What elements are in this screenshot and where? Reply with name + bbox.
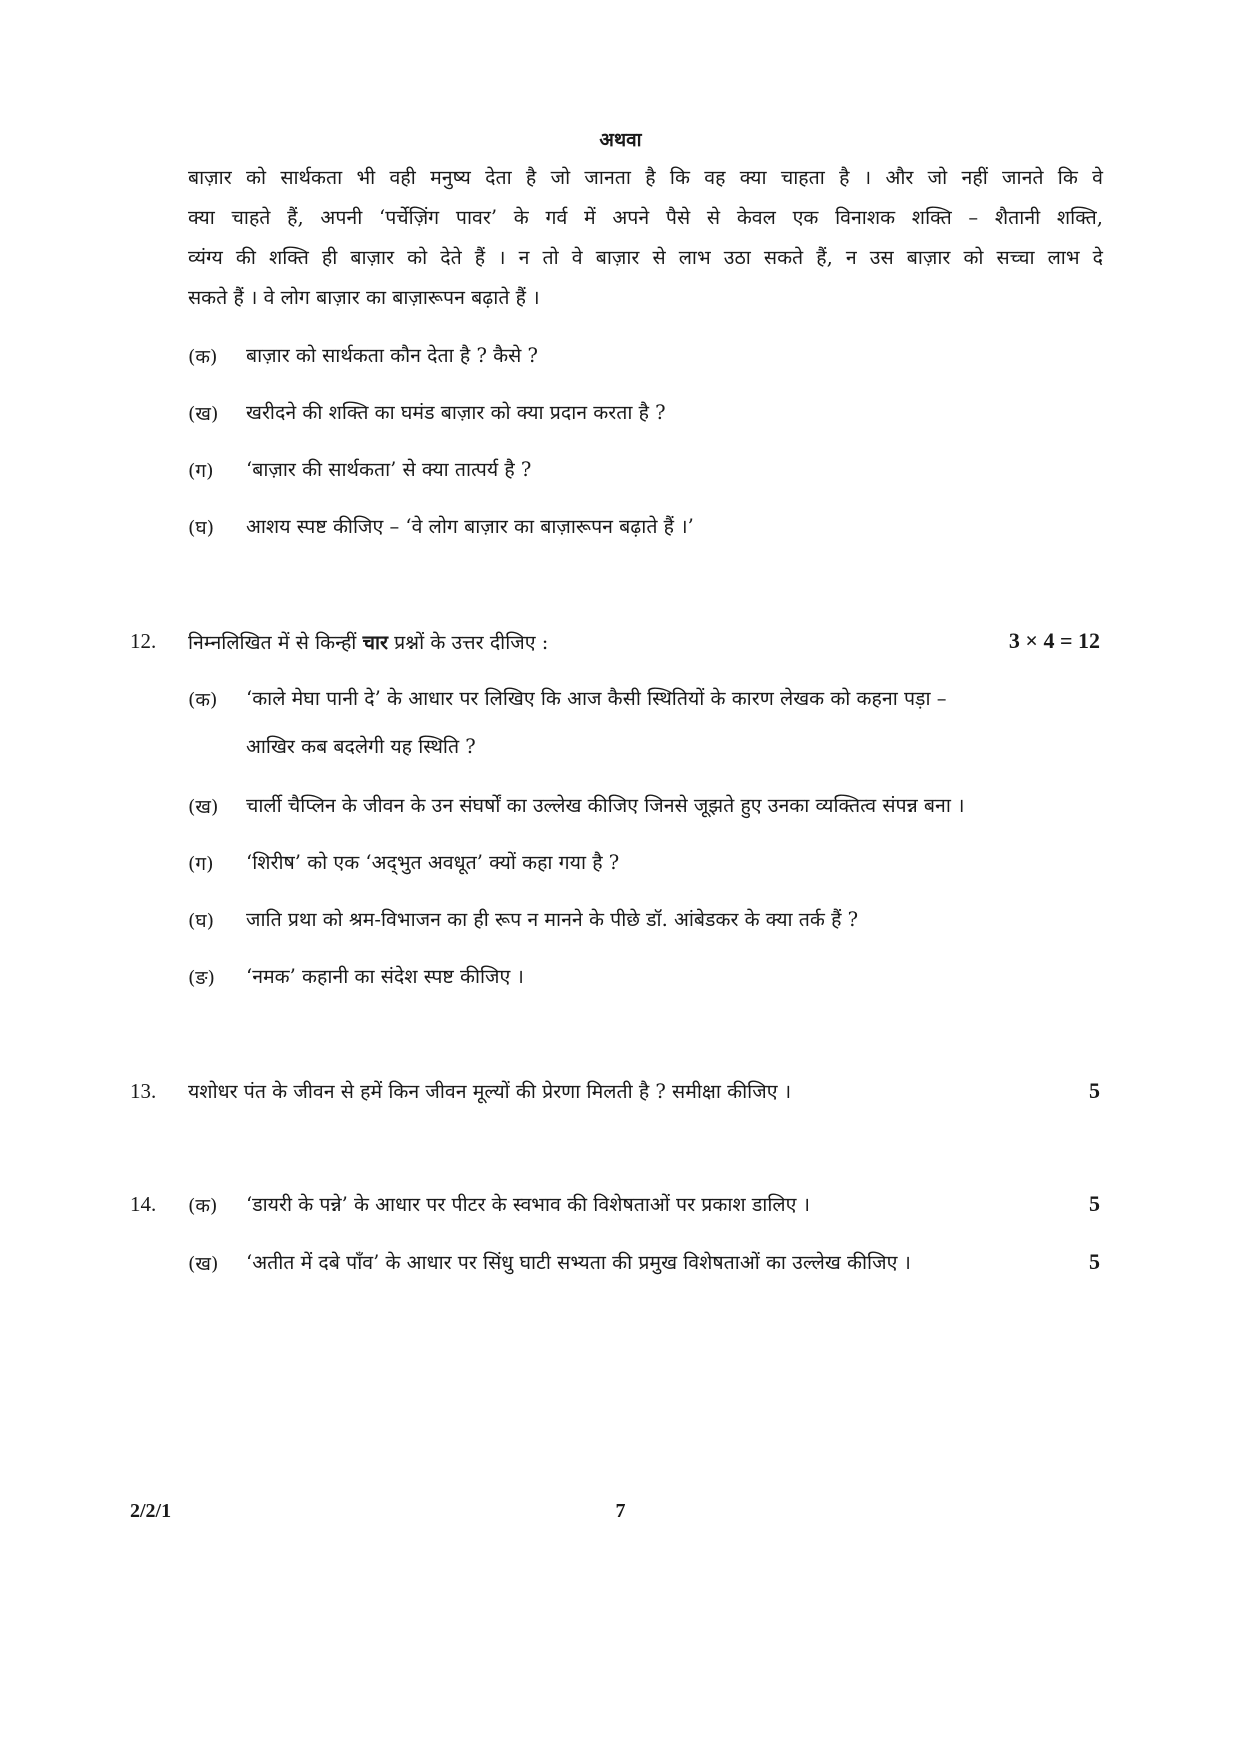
q12-part-label: (ख) [188, 796, 219, 818]
question-marks: 5 [1089, 1078, 1100, 1103]
q12-part-text: जाति प्रथा को श्रम-विभाजन का ही रूप न मानने के पीछे डॉ. आंबेडकर के क्या तर्क हैं ? [246, 908, 859, 931]
paper-code: 2/2/1 [130, 1500, 172, 1522]
q12-part-label: (घ) [188, 910, 215, 932]
question-marks: 3 × 4 = 12 [1008, 628, 1100, 653]
q12-part-text: ‘नमक’ कहानी का संदेश स्पष्ट कीजिए । [246, 965, 524, 988]
passage-question-label: (ग) [188, 460, 214, 482]
q14-part-text: ‘डायरी के पन्ने’ के आधार पर पीटर के स्वभाव की विशेषताओं पर प्रकाश डालिए । [246, 1193, 810, 1216]
q12-part-label: (ग) [188, 853, 214, 875]
q12-part-label: (ङ) [188, 967, 215, 989]
question-marks: 5 [1089, 1191, 1100, 1216]
passage-question-text: खरीदने की शक्ति का घमंड बाज़ार को क्या प्रदान करता है ? [246, 401, 666, 424]
passage-question-text: बाज़ार को सार्थकता कौन देता है ? कैसे ? [246, 344, 538, 367]
q12-part-text-continued: आखिर कब बदलेगी यह स्थिति ? [246, 735, 476, 758]
passage-line: क्या चाहते हैं, अपनी ‘पर्चेज़िंग पावर’ के गर्व में अपने पैसे से केवल एक विनाशक शक्ति – शैतानी शक्ति, [188, 206, 1103, 229]
passage-question-label: (घ) [188, 517, 215, 539]
q12-part-text: ‘काले मेघा पानी दे’ के आधार पर लिखिए कि आज कैसी स्थितियों के कारण लेखक को कहना पड़ा – [246, 687, 947, 710]
question-12-text: निम्नलिखित में से किन्हीं चार प्रश्नों के उत्तर दीजिए : [188, 631, 549, 654]
question-13-text: यशोधर पंत के जीवन से हमें किन जीवन मूल्यों की प्रेरणा मिलती है ? समीक्षा कीजिए । [188, 1080, 792, 1103]
question-marks: 5 [1089, 1249, 1100, 1274]
passage-line: सकते हैं । वे लोग बाज़ार का बाज़ारूपन बढ़ाते हैं । [188, 286, 540, 309]
q14-part-label: (क) [188, 1195, 218, 1217]
section-heading: अथवा [599, 129, 642, 151]
passage [188, 158, 1103, 318]
passage-line: बाज़ार को सार्थकता भी वही मनुष्य देता है जो जानता है कि वह क्या चाहता है । और जो नहीं जानते कि वे [188, 166, 1103, 189]
passage-question-label: (क) [188, 346, 218, 368]
question-number: 14. [130, 1192, 157, 1216]
question-number: 13. [130, 1079, 157, 1103]
passage-question-text: ‘बाज़ार की सार्थकता’ से क्या तात्पर्य है ? [246, 458, 532, 481]
q14-part-text: ‘अतीत में दबे पाँव’ के आधार पर सिंधु घाटी सभ्यता की प्रमुख विशेषताओं का उल्लेख कीजिए । [246, 1251, 911, 1274]
passage-line: व्यंग्य की शक्ति ही बाज़ार को देते हैं । न तो वे बाज़ार से लाभ उठा सकते हैं, न उस बाज़ार को सच्चा लाभ दे [188, 246, 1103, 269]
passage-question-label: (ख) [188, 403, 219, 425]
page-number: 7 [615, 1500, 626, 1522]
question-number: 12. [130, 629, 157, 653]
q14-part-label: (ख) [188, 1253, 219, 1275]
passage-question-text: आशय स्पष्ट कीजिए – ‘वे लोग बाज़ार का बाज़ारूपन बढ़ाते हैं ।’ [246, 515, 694, 538]
q12-part-label: (क) [188, 689, 218, 711]
q12-part-text: ‘शिरीष’ को एक ‘अद्‌भुत अवधूत’ क्यों कहा गया है ? [246, 851, 620, 874]
q12-part-text: चार्ली चैप्लिन के जीवन के उन संघर्षों का उल्लेख कीजिए जिनसे जूझते हुए उनका व्यक्तित्व संपन्न बना । [246, 794, 965, 817]
